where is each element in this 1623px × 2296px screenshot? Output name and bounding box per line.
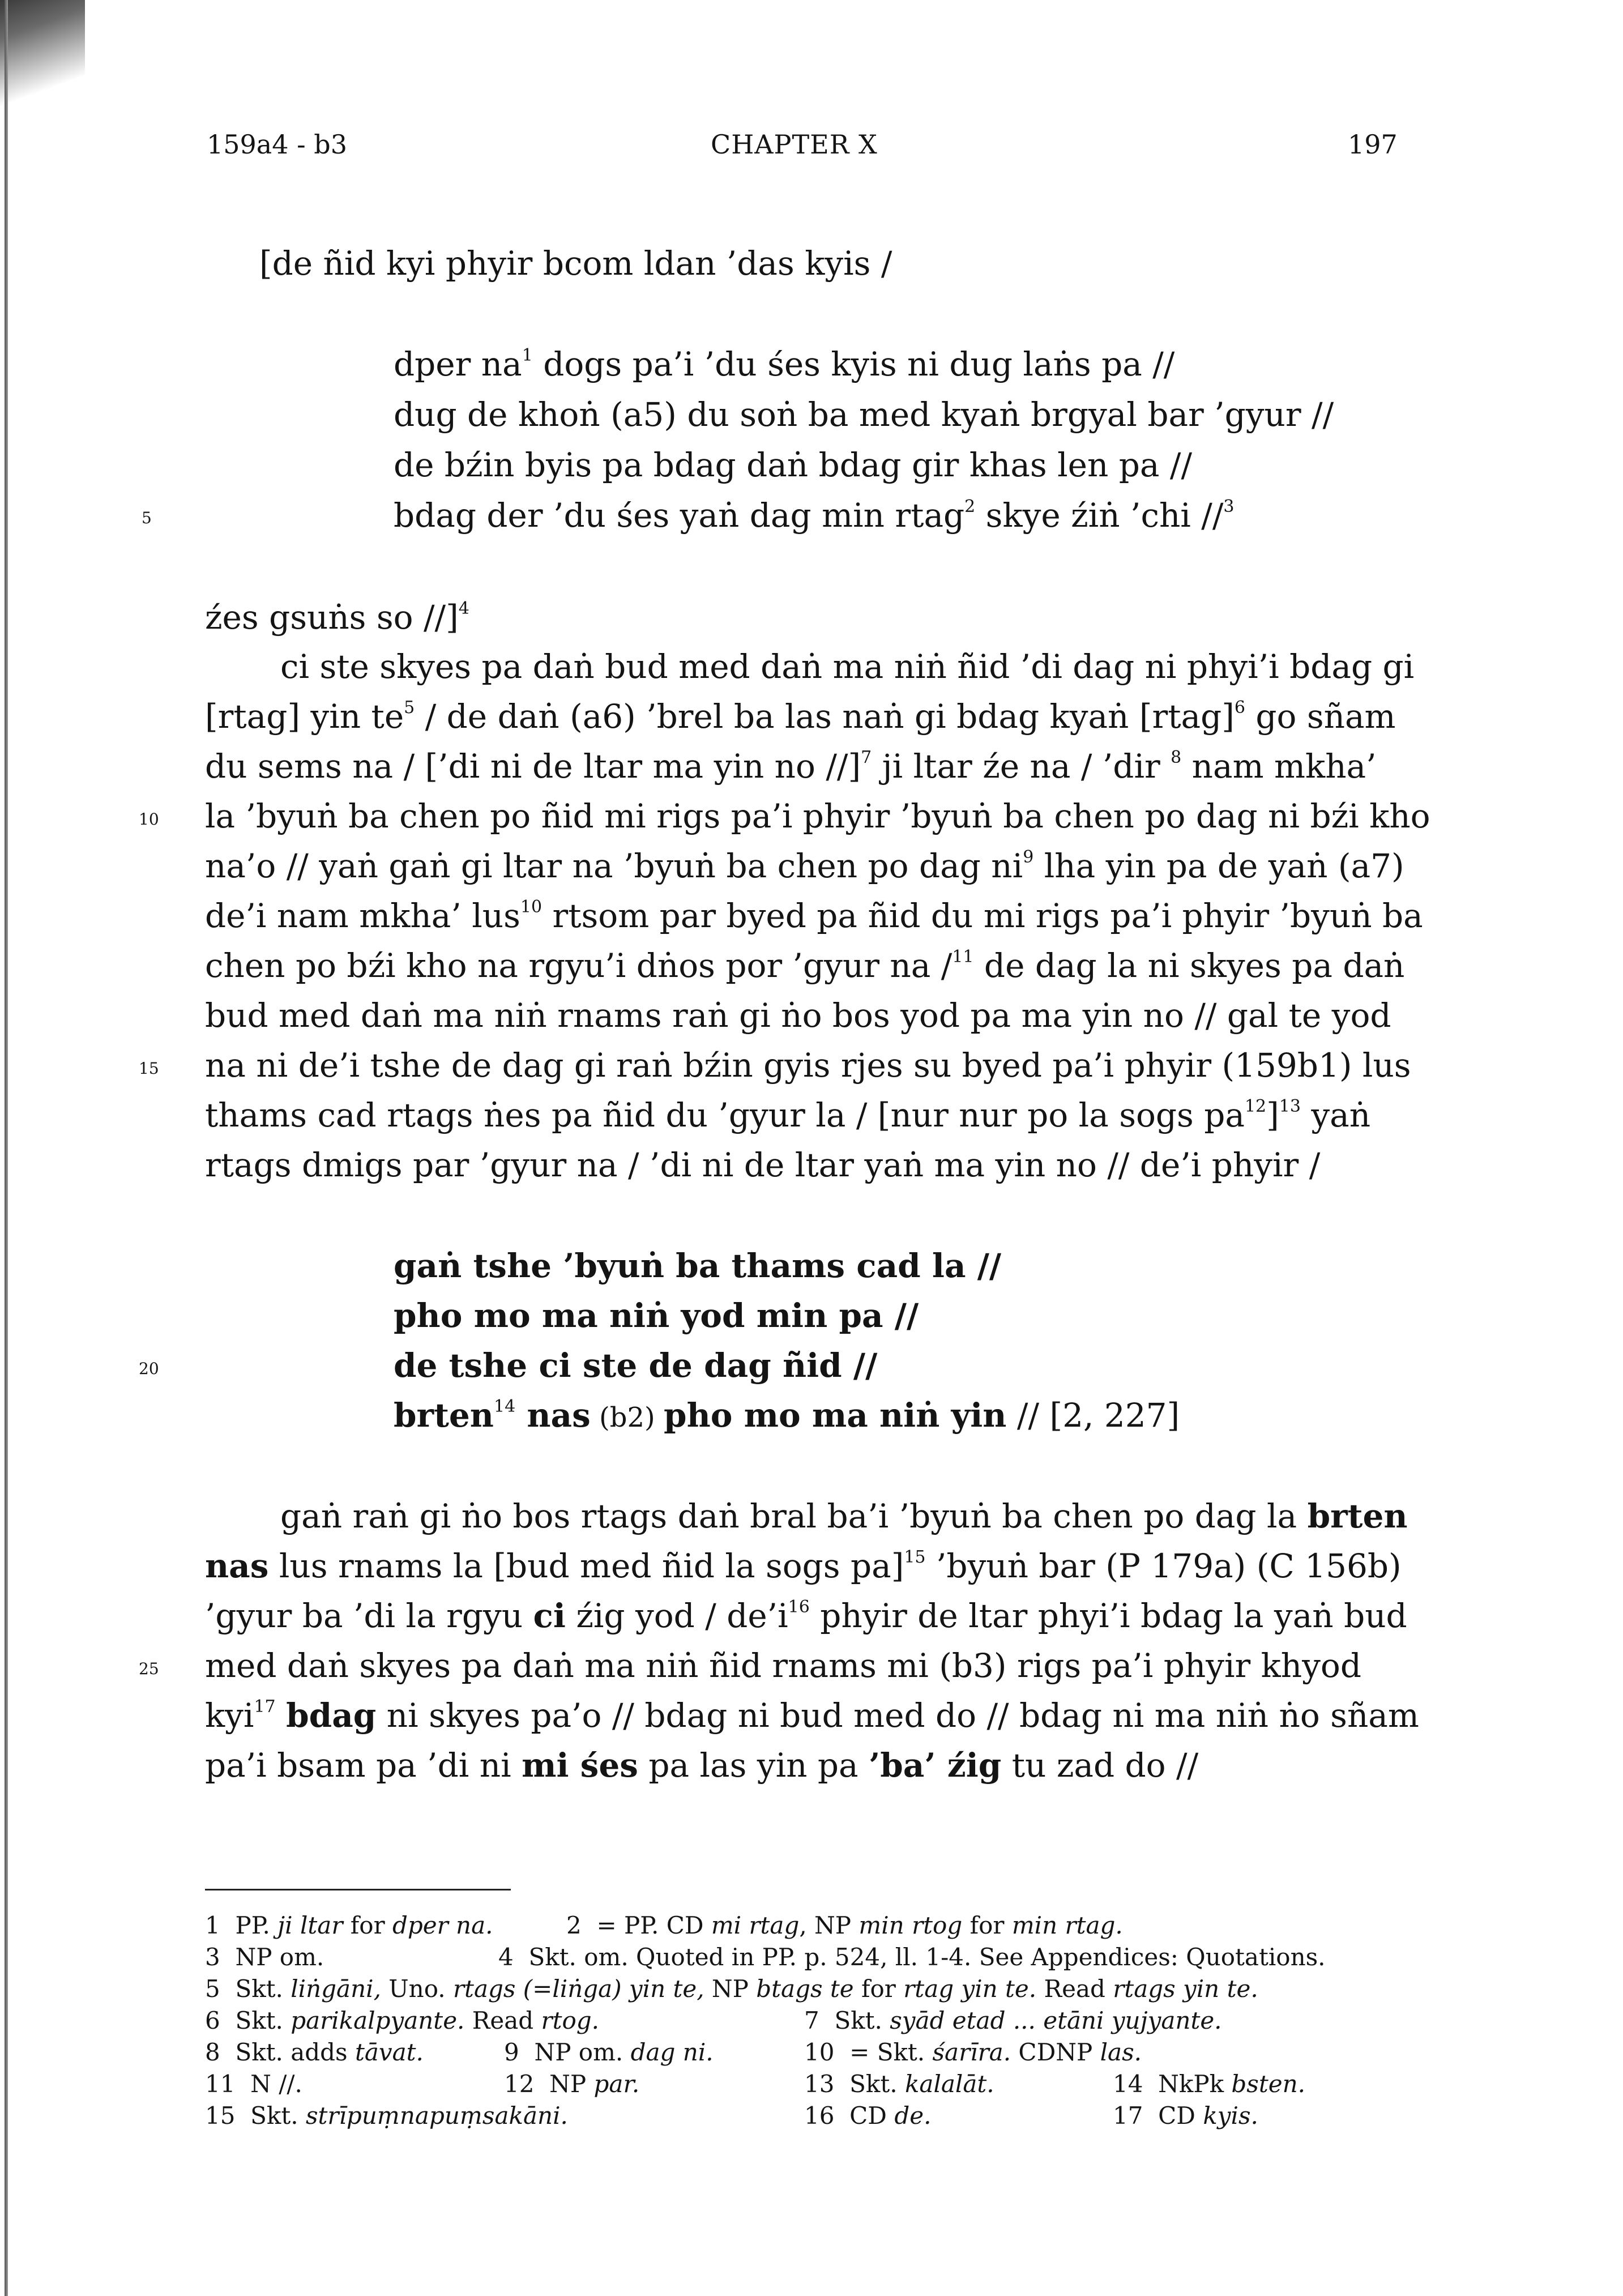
binding-shadow: [0, 0, 85, 147]
footnote-ref: 3: [1223, 497, 1235, 517]
header-folio-range: 159a4 - b3: [207, 129, 347, 160]
footnote-ref: 4: [458, 599, 469, 618]
footnote-6: 6 Skt. parikalpyante. Read rtog.: [205, 2007, 599, 2034]
verse2-line-2: pho mo ma niṅ yod min pa //: [394, 1296, 919, 1335]
para1-line-5: na’o // yaṅ gaṅ gi ltar na ’byuṅ ba chen po dag $ni^9$ lha yin pa de yaṅ (a7): [205, 847, 1404, 885]
para2-line-1: gaṅ raṅ gi ṅo bos rtags daṅ bral ba’i ’byuṅ ba chen po dag la brten: [280, 1497, 1408, 1535]
verse2-line-1: gaṅ tshe ’byuṅ ba thams cad la //: [394, 1247, 1002, 1285]
footnote-5: 5 Skt. liṅgāni, Uno. rtags (=liṅga) yin te, NP btags te for rtag yin te. Read rtags yin te.: [205, 1975, 1258, 2003]
verse1-line-2: dug de khoṅ (a5) du soṅ ba med kyaṅ brgyal bar ’gyur //: [394, 395, 1334, 434]
footnote-16: 16 CD de.: [804, 2102, 932, 2129]
verse1-line-3: de bźin byis pa bdag daṅ bdag gir khas len pa //: [394, 446, 1193, 484]
line-number-10: 10: [139, 810, 159, 829]
footnote-11: 11 N //.: [205, 2070, 302, 2098]
footnote-ref: 1: [522, 345, 533, 365]
para1-line-1: ci ste skyes pa daṅ bud med daṅ ma niṅ ñid ’di dag ni phyi’i bdag gi: [280, 647, 1415, 686]
para1-line-9: na ni de’i tshe de dag gi raṅ bźin gyis rjes su byed pa’i phyir (159b1) lus: [205, 1046, 1411, 1085]
footnote-4: 4 Skt. om. Quoted in PP. p. 524, ll. 1-4. See Appendices: Quotations.: [498, 1943, 1326, 1971]
footnote-17: 17 CD kyis.: [1113, 2102, 1258, 2129]
line-number-20: 20: [139, 1359, 159, 1378]
binding-edge: [5, 0, 8, 2296]
footnote-9: 9 NP om. dag ni.: [504, 2038, 714, 2066]
para1-line-6: de’i nam mkha’ lus$^{10}$ rtsom par byed pa ñid du mi rigs pa’i phyir ’byuṅ ba: [205, 897, 1423, 935]
para1-line-2: [rtag] yin $te^5$ / de daṅ (a6) ’brel ba las naṅ gi bdag kyaṅ [rtag]$^6$ go sñam: [205, 697, 1396, 736]
footnote-1: 1 PP. ji ltar for dper na.: [205, 1911, 493, 1939]
footnote-8: 8 Skt. adds tāvat.: [205, 2038, 424, 2066]
para1-line-7: chen po bźi kho na rgyu’i dṅos por ’gyur na /$^{11}$ de dag la ni skyes pa daṅ: [205, 946, 1405, 985]
para1-line-8: bud med daṅ ma niṅ rnams raṅ gi ṅo bos yod pa ma yin no // gal te yod: [205, 996, 1391, 1035]
verse1-line-1: dper $na^1$ dogs pa’i ’du śes kyis ni dug laṅs pa //: [394, 345, 1175, 383]
footnote-7: 7 Skt. syād etad ... etāni yujyante.: [804, 2007, 1222, 2034]
para1-line-11: rtags dmigs par ’gyur na / ’di ni de ltar yaṅ ma yin no // de’i phyir /: [205, 1146, 1321, 1184]
footnote-14: 14 NkPk bsten.: [1113, 2070, 1305, 2098]
footnote-12: 12 NP par.: [504, 2070, 640, 2098]
footnote-15: 15 Skt. strīpuṃnapuṃsakāni.: [205, 2102, 568, 2129]
header-page-number: 197: [1348, 129, 1398, 160]
line-number-5: 5: [142, 509, 152, 527]
footnote-10: 10 = Skt. śarīra. CDNP las.: [804, 2038, 1142, 2066]
para1-line-10: thams cad rtags ṅes pa ñid du ’gyur la / [nur nur po la sogs $pa^{12}]^{13}$ yaṅ: [205, 1096, 1371, 1134]
para2-line-2: nas lus rnams la [bud med ñid la sogs pa]$^{15}$ ’byuṅ bar (P 179a) (C 156b): [205, 1547, 1402, 1585]
footnote-3: 3 NP om.: [205, 1943, 324, 1971]
footnote-2: 2 = PP. CD mi rtag, NP min rtog for min rtag.: [566, 1911, 1123, 1939]
footnote-ref: 2: [964, 497, 976, 517]
footnote-rule: [205, 1889, 511, 1890]
verse2-line-4: brten$^{14}$ nas (b2) pho mo ma niṅ yin // [2, 227]: [394, 1396, 1180, 1435]
footnote-13: 13 Skt. kalalāt.: [804, 2070, 994, 2098]
para2-line-4: med daṅ skyes pa daṅ ma niṅ ñid rnams mi (b3) rigs pa’i phyir khyod: [205, 1646, 1361, 1685]
para2-line-5: kyi$^{17}$ bdag ni skyes pa’o // bdag ni bud med do // bdag ni ma niṅ ṅo sñam: [205, 1696, 1419, 1735]
intro-line: [de ñid kyi phyir bcom ldan ’das kyis /: [259, 244, 892, 283]
line-number-25: 25: [139, 1659, 159, 1678]
para2-line-3: ’gyur ba ’di la rgyu ci źig yod / $de’i^{16}$ phyir de ltar phyi’i bdag la yaṅ bud: [205, 1597, 1407, 1635]
para2-line-6: pa’i bsam pa ’di ni mi śes pa las yin pa ’ba’ źig tu zad do //: [205, 1746, 1199, 1785]
verse2-line-3: de tshe ci ste de dag ñid //: [394, 1346, 878, 1385]
para1-line-3: du sems na / [’di ni de ltar ma yin no //]$^7$ ji ltar źe na / ’dir $^8$ nam mkha’: [205, 747, 1377, 786]
para1-line-4: la ’byuṅ ba chen po ñid mi rigs pa’i phyir ’byuṅ ba chen po dag ni bźi kho: [205, 797, 1430, 835]
running-header: [0, 129, 1623, 169]
zes-line: źes gsuṅs so //]$^4$: [205, 598, 469, 637]
header-chapter-title: CHAPTER X: [711, 129, 878, 160]
line-number-15: 15: [139, 1059, 159, 1078]
verse1-line-4: bdag der ’du śes yaṅ dag min rtag$^2$ skye źiṅ ’chi //$^3$: [394, 496, 1235, 535]
